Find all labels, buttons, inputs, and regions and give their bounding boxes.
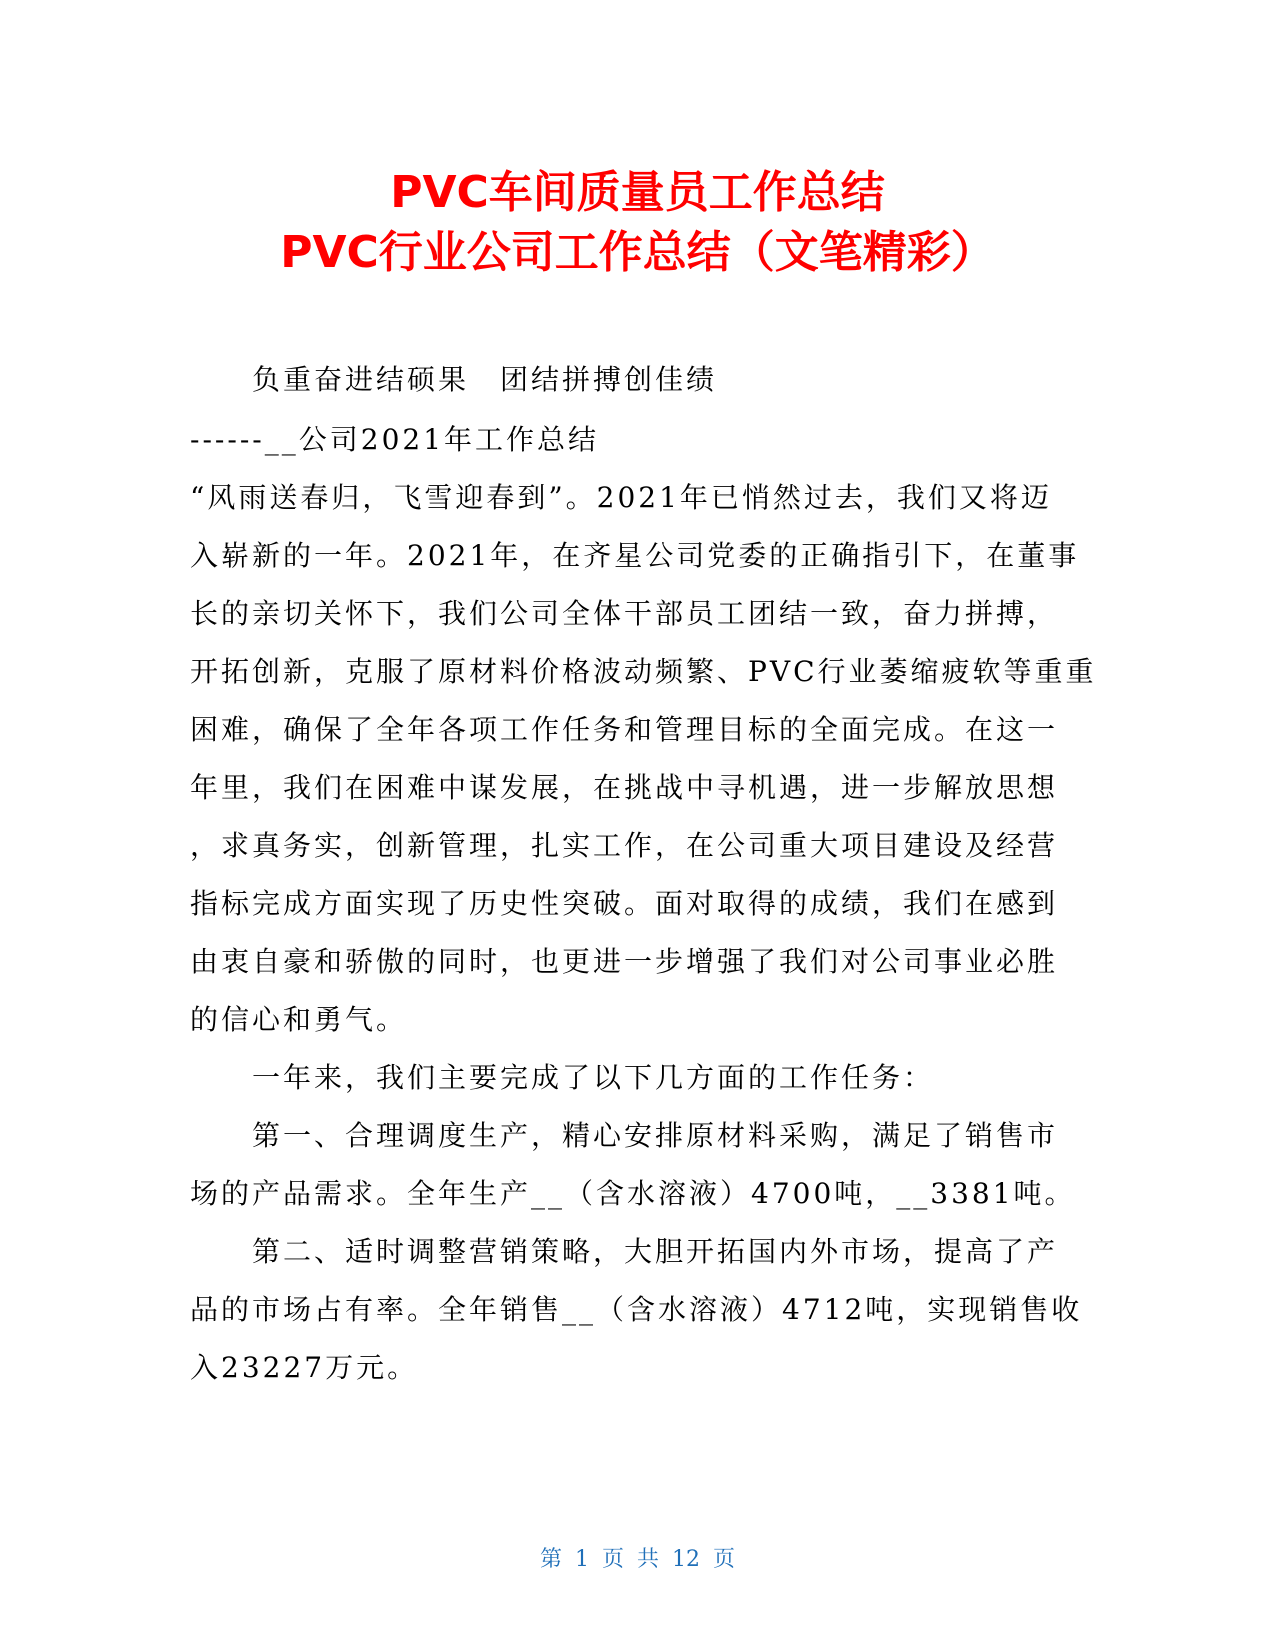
paragraph-line: “风雨送春归，飞雪迎春到”。2021年已悄然过去，我们又将迈	[190, 481, 1052, 514]
paragraph-line: 由衷自豪和骄傲的同时，也更进一步增强了我们对公司事业必胜	[190, 945, 1059, 978]
document-title: PVC车间质量员工作总结	[390, 167, 885, 218]
paragraph-line: 品的市场占有率。全年销售__（含水溶液）4712吨，实现销售收	[190, 1293, 1083, 1326]
paragraph-line: 入23227万元。	[190, 1351, 419, 1384]
paragraph-line: 一年来，我们主要完成了以下几方面的工作任务：	[252, 1061, 935, 1094]
report-heading-line: ------__公司2021年工作总结	[190, 423, 600, 456]
document-subtitle: PVC行业公司工作总结（文笔精彩）	[280, 227, 995, 278]
paragraph-line: 第二、适时调整营销策略，大胆开拓国内外市场，提高了产	[252, 1235, 1059, 1268]
paragraph-line: 困难，确保了全年各项工作任务和管理目标的全面完成。在这一	[190, 713, 1059, 746]
paragraph-line: 长的亲切关怀下，我们公司全体干部员工团结一致，奋力拼搏，	[190, 597, 1059, 630]
paragraph-line: 第一、合理调度生产，精心安排原材料采购，满足了销售市	[252, 1119, 1059, 1152]
slogan-line: 负重奋进结硕果 团结拼搏创佳绩	[252, 363, 718, 396]
paragraph-line: 年里，我们在困难中谋发展，在挑战中寻机遇，进一步解放思想	[190, 771, 1059, 804]
paragraph-line: 场的产品需求。全年生产__（含水溶液）4700吨，__3381吨。	[190, 1177, 1076, 1210]
paragraph-line: 的信心和勇气。	[190, 1003, 408, 1036]
paragraph-line: 入崭新的一年。2021年，在齐星公司党委的正确指引下，在董事	[190, 539, 1080, 572]
page-number-footer: 第 1 页 共 12 页	[540, 1547, 735, 1572]
paragraph-line: 指标完成方面实现了历史性突破。面对取得的成绩，我们在感到	[190, 887, 1059, 920]
paragraph-line: ，求真务实，创新管理，扎实工作，在公司重大项目建设及经营	[190, 829, 1059, 862]
paragraph-line: 开拓创新，克服了原材料价格波动频繁、PVC行业萎缩疲软等重重	[190, 655, 1097, 688]
